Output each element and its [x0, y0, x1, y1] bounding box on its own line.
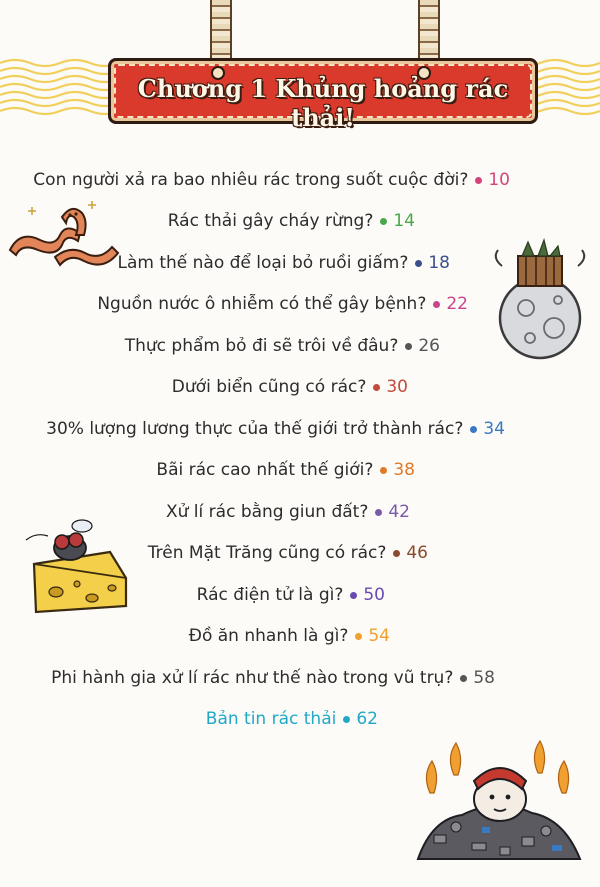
- toc-entry[interactable]: [168, 206, 415, 236]
- toc-page-number: 22: [446, 294, 468, 314]
- bullet-dot-icon: [415, 260, 422, 267]
- earthworms-illustration: [0, 195, 125, 275]
- toc-entry[interactable]: [172, 372, 408, 402]
- toc-entry-title: Nguồn nước ô nhiễm có thể gây bệnh?: [97, 294, 427, 314]
- toc-entry-title: Bản tin rác thải: [205, 709, 337, 729]
- toc-entry[interactable]: [46, 414, 505, 444]
- toc-entry[interactable]: [189, 621, 390, 651]
- bullet-dot-icon: [375, 509, 382, 516]
- toc-entry-title: Con người xả ra bao nhiêu rác trong suốt cuộc đời?: [33, 170, 469, 190]
- toc-entry[interactable]: [197, 580, 385, 610]
- bullet-dot-icon: [433, 301, 440, 308]
- bullet-dot-icon: [460, 675, 467, 682]
- toc-entry[interactable]: [33, 165, 510, 195]
- toc-page-number: 42: [388, 502, 410, 522]
- toc-page-number: 30: [386, 377, 408, 397]
- toc-entry-title: Dưới biển cũng có rác?: [171, 377, 367, 397]
- toc-page-number: 62: [356, 709, 378, 729]
- bullet-dot-icon: [355, 633, 362, 640]
- toc-entry-title: Xử lí rác bằng giun đất?: [165, 502, 369, 522]
- moon-character-illustration: [488, 238, 593, 363]
- toc-page-number: 46: [406, 543, 428, 563]
- fly-on-cheese-illustration: [22, 512, 134, 616]
- toc-entry[interactable]: [51, 663, 495, 693]
- bullet-dot-icon: [475, 177, 482, 184]
- toc-page-number: 34: [483, 419, 505, 439]
- bullet-dot-icon: [380, 467, 387, 474]
- toc-page-number: 26: [418, 336, 440, 356]
- toc-page-number: 50: [363, 585, 385, 605]
- toc-page-number: 38: [393, 460, 415, 480]
- toc-entry-title: Phi hành gia xử lí rác như thế nào trong vũ trụ?: [51, 668, 454, 688]
- toc-page-number: 14: [393, 211, 415, 231]
- toc-entry-title: Bãi rác cao nhất thế giới?: [156, 460, 374, 480]
- bullet-dot-icon: [343, 716, 350, 723]
- chapter-title: Chương 1 Khủng hoảng rác thải!: [137, 74, 509, 132]
- toc-entry-title: Rác thải gây cháy rừng?: [167, 211, 374, 231]
- toc-page-number: 18: [428, 253, 450, 273]
- toc-page-number: 58: [473, 668, 495, 688]
- bullet-dot-icon: [405, 343, 412, 350]
- bullet-dot-icon: [373, 384, 380, 391]
- toc-page-number: 54: [368, 626, 390, 646]
- toc-entry[interactable]: [156, 455, 415, 485]
- toc-entry-title: 30% lượng lương thực của thế giới trở thành rác?: [46, 419, 464, 439]
- toc-entry[interactable]: [166, 497, 410, 527]
- toc-entry[interactable]: [125, 331, 440, 361]
- bullet-dot-icon: [350, 592, 357, 599]
- toc-entry-title: Trên Mặt Trăng cũng có rác?: [147, 543, 387, 563]
- toc-entry-title: Làm thế nào để loại bỏ ruồi giấm?: [117, 253, 409, 273]
- toc-entry-title: Rác điện tử là gì?: [196, 585, 344, 605]
- bullet-dot-icon: [380, 218, 387, 225]
- trash-pile-character-illustration: [412, 735, 584, 863]
- chapter-banner: [108, 58, 538, 132]
- bullet-dot-icon: [470, 426, 477, 433]
- toc-entry[interactable]: [117, 248, 450, 278]
- toc-entry[interactable]: [97, 289, 468, 319]
- toc-entry[interactable]: [148, 538, 428, 568]
- toc-entry-title: Đồ ăn nhanh là gì?: [188, 626, 349, 646]
- bullet-dot-icon: [393, 550, 400, 557]
- toc-entry-highlight[interactable]: [206, 704, 378, 734]
- toc-page-number: 10: [488, 170, 510, 190]
- toc-entry-title: Thực phẩm bỏ đi sẽ trôi về đâu?: [124, 336, 399, 356]
